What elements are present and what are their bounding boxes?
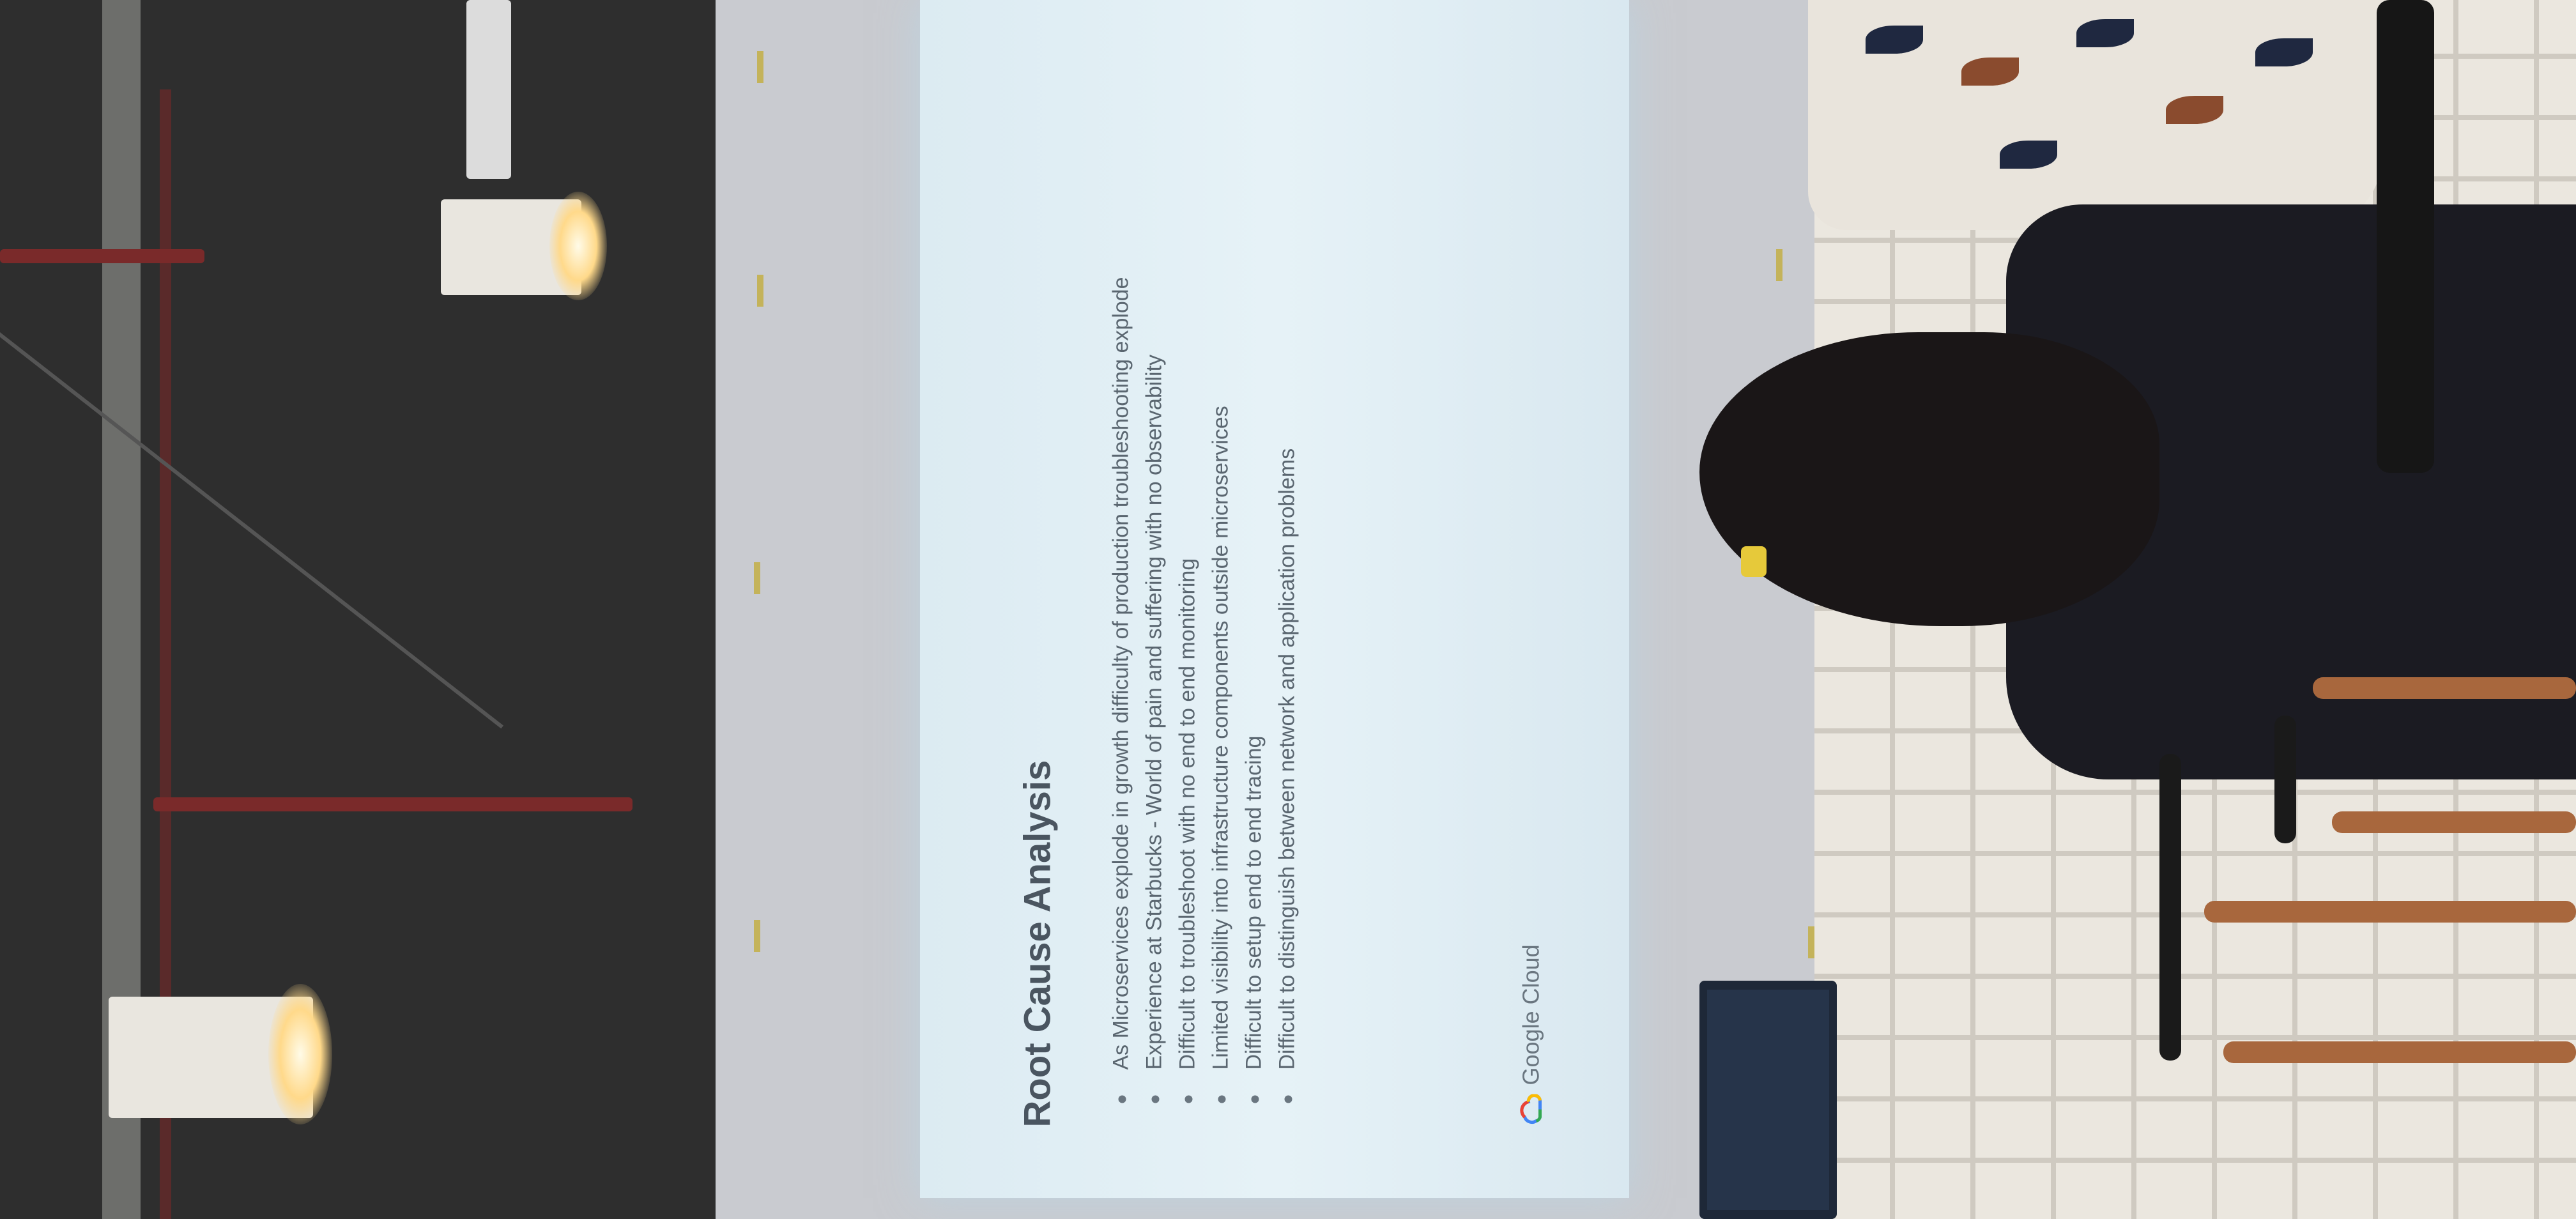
tape-mark bbox=[757, 51, 763, 83]
shirt-pattern bbox=[2255, 38, 2313, 66]
bullet-list bbox=[1106, 150, 1305, 1108]
chair-leg bbox=[2274, 716, 2296, 843]
brand-label: Google Cloud bbox=[1517, 944, 1544, 1085]
bullet-item: Difficult to troubleshoot with no end to end monitoring bbox=[1172, 150, 1203, 1108]
brand-footer bbox=[1515, 944, 1548, 1127]
chair-rail bbox=[2223, 1041, 2576, 1063]
lamp-rod bbox=[153, 797, 632, 811]
wall-sign bbox=[466, 0, 511, 179]
chair-back bbox=[2377, 0, 2434, 473]
tape-mark bbox=[757, 275, 763, 307]
bullet-item: Limited visibility into infrastructure components outside microservices bbox=[1206, 150, 1236, 1108]
chair-rail bbox=[2332, 811, 2576, 833]
patterned-shirt bbox=[1808, 0, 2383, 230]
chair-rail bbox=[2313, 677, 2576, 699]
chair-leg bbox=[2159, 754, 2181, 1061]
tape-mark bbox=[754, 920, 760, 952]
hair-clip bbox=[1741, 546, 1767, 577]
chair-rail bbox=[2204, 901, 2576, 923]
shirt-pattern bbox=[2166, 96, 2223, 124]
lamp-rod bbox=[0, 249, 204, 263]
shirt-pattern bbox=[2076, 19, 2134, 47]
tape-mark bbox=[1776, 249, 1782, 281]
slide-content bbox=[921, 0, 1630, 1198]
monitor-screen bbox=[1707, 990, 1829, 1210]
shirt-pattern bbox=[2000, 141, 2057, 169]
slide-title: Root Cause Analysis bbox=[1016, 760, 1059, 1128]
shirt-pattern bbox=[1961, 57, 2019, 86]
projected-slide bbox=[920, 0, 1629, 1198]
bullet-item: Experience at Starbucks - World of pain and suffering with no observability bbox=[1139, 150, 1170, 1108]
bullet-item: Difficult to setup end to end tracing bbox=[1239, 150, 1269, 1108]
google-cloud-icon bbox=[1515, 1094, 1548, 1128]
lamp-bulb bbox=[268, 984, 332, 1124]
lamp-bulb bbox=[549, 192, 607, 300]
tape-mark bbox=[754, 562, 760, 594]
bullet-item: Difficult to distinguish between network and application problems bbox=[1272, 150, 1303, 1108]
tape-mark bbox=[1808, 926, 1814, 958]
laptop-monitor bbox=[1699, 981, 1837, 1219]
bullet-item: As Microservices explode in growth difficulty of production troubleshooting explode bbox=[1106, 150, 1137, 1108]
shirt-pattern bbox=[1866, 26, 1923, 54]
